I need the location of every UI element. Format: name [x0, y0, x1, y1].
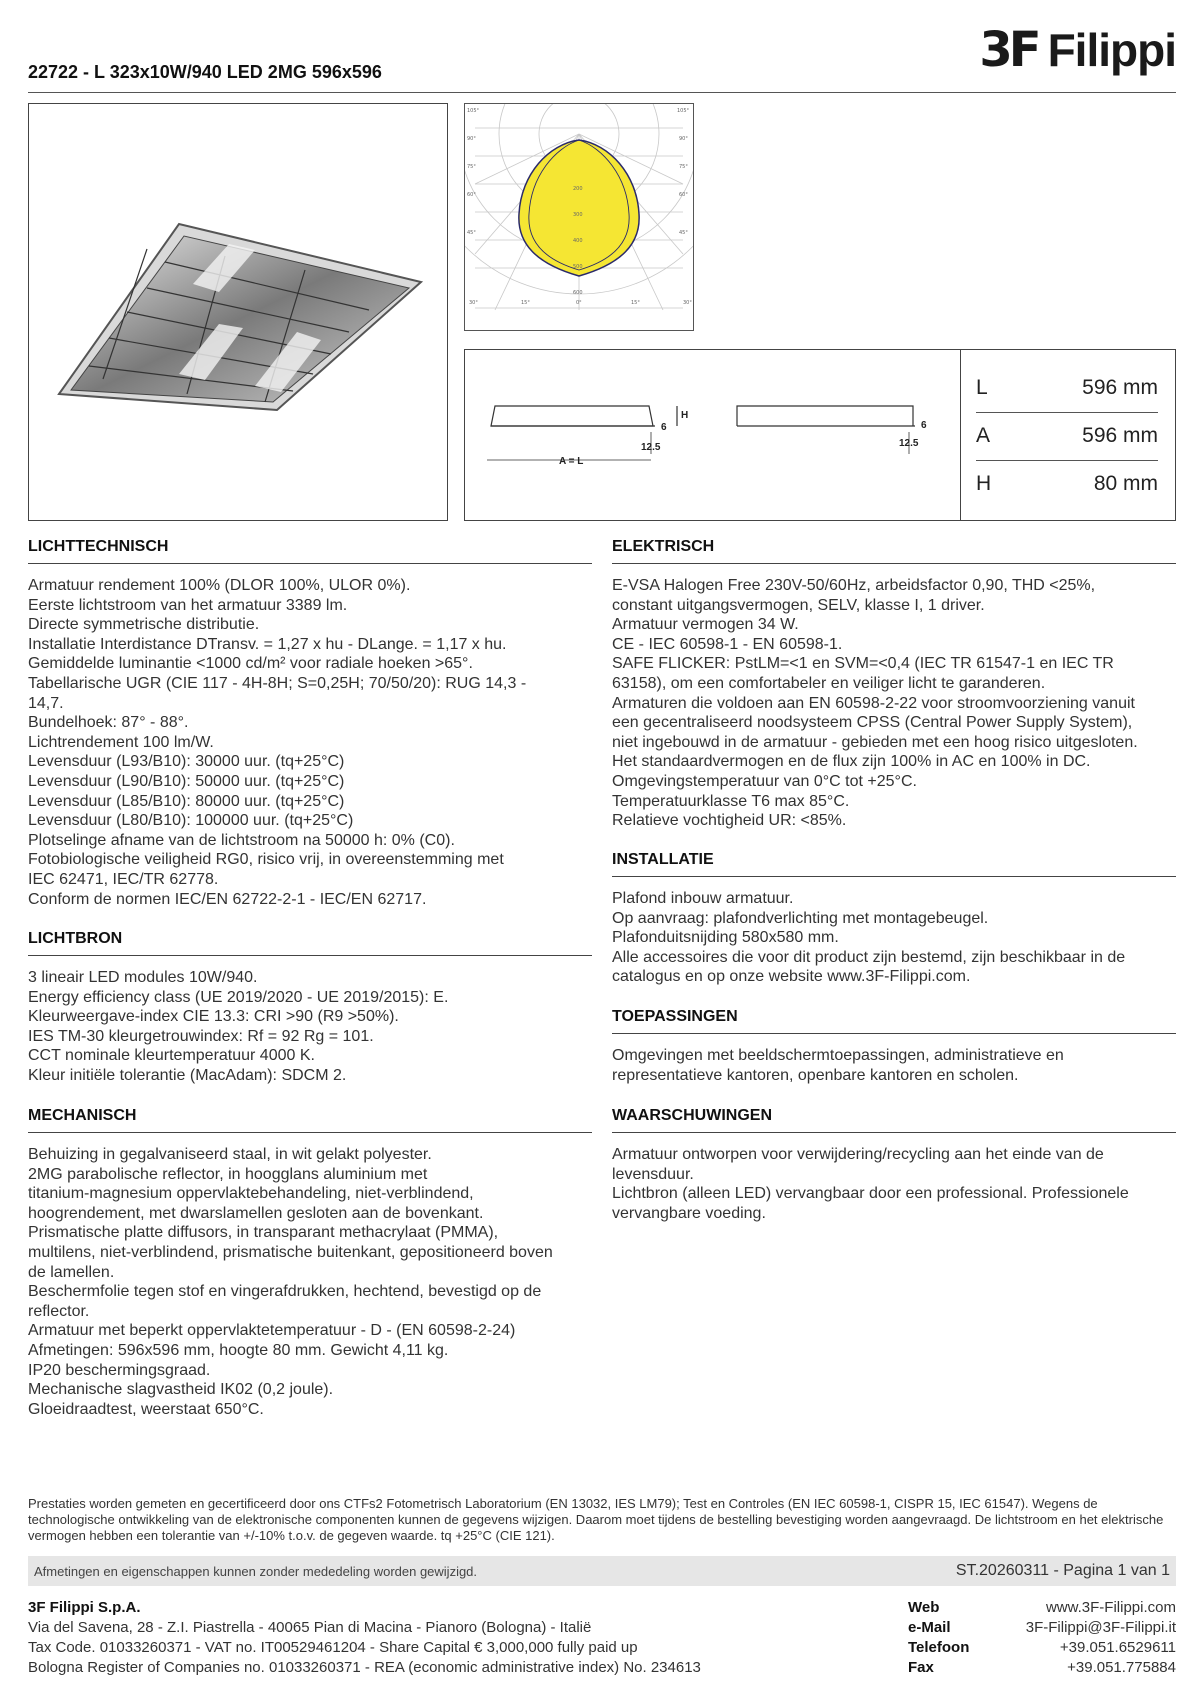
angle-label: 60°: [679, 192, 688, 198]
angle-label: 0°: [576, 300, 582, 306]
section-body-waarschuwingen: Armatuur ontworpen voor verwijdering/recycling aan het einde van de levensduur. Lichtbron (alleen LED) vervangbaar door een professional. Professionele vervangbare voeding.: [612, 1146, 1129, 1222]
contact-info: [908, 1598, 1176, 1678]
section-body-elektrisch: E-VSA Halogen Free 230V-50/60Hz, arbeidsfactor 0,90, THD <25%, constant uitgangsvermogen, SELV, klasse I, 1 driver. Armatuur vermogen 34 W. CE - IEC 60598-1 - EN 60598-1. SAFE FLICKER: PstLM=<1 en SVM=<0,4 (IEC TR 61547-1 en IEC TR 63158), om een comfortabeler en veiliger licht te garanderen. Armaturen die voldoen aan EN 60598-2-22 voor stroomvoorziening vanuit een gecentraliseerd noodsysteem CPSS (Central Power Supply System), niet ingebouwd in de armatuur - gebieden met een hoog risico uitgesloten. Het standaardvermogen en de flux zijn 100% in AC en 100% in DC. Omgevingstemperatuur van 0°C tot +25°C. Temperatuurklasse T6 max 85°C. Relatieve vochtigheid UR: <85%.: [612, 577, 1138, 830]
section-rule: [28, 1132, 592, 1133]
label-h: H: [681, 410, 689, 421]
page-reference: ST.20260311 - Pagina 1 van 1: [955, 1562, 1170, 1579]
section-title-toepassingen: TOEPASSINGEN: [612, 1008, 738, 1025]
section-title-lichttechnisch: LICHTTECHNISCH: [28, 538, 169, 555]
radial-value: 200: [573, 186, 583, 192]
company-tax: Tax Code. 01033260371 - VAT no. IT00529461204 - Share Capital € 3,000,000 fully paid up: [28, 1639, 638, 1656]
label-a-eq-l: A = L: [559, 456, 584, 467]
contact-row-phone: [908, 1638, 1176, 1658]
section-title-elektrisch: ELEKTRISCH: [612, 538, 715, 555]
beam-curve: [519, 140, 639, 276]
contact-phone: +39.051.6529611: [1059, 1639, 1176, 1656]
section-title-lichtbron: LICHTBRON: [28, 930, 123, 947]
footnote: Prestaties worden gemeten en gecertificeerd door ons CTFs2 Fotometrisch Laboratorium (EN 13032, IES LM79); Test en Controles (EN IEC 60598-1, CISPR 15, IEC 61547). Wegens de technologische ontwikkeling van de elektronische componenten kunnen de gegevens wijzigen. Daarom moet tijdens de bestelling bevestiging worden aangevraagd. De lichtstroom en het elektrische vermogen hebben een tolerantie van +/-10% t.o.v. de gegeven waarde. tq +25°C (CIE 121).: [28, 1496, 1164, 1543]
contact-email-link[interactable]: 3F-Filippi@3F-Filippi.it: [1025, 1619, 1176, 1636]
section-rule: [612, 563, 1176, 564]
angle-label: 45°: [679, 230, 688, 236]
angle-label: 90°: [467, 136, 476, 142]
section-title-mechanisch: MECHANISCH: [28, 1107, 137, 1124]
section-rule: [28, 563, 592, 564]
section-title-installatie: INSTALLATIE: [612, 851, 714, 868]
company-name: 3F Filippi S.p.A.: [28, 1599, 141, 1616]
angle-label: 30°: [683, 300, 692, 306]
company-register: Bologna Register of Companies no. 01033260371 - REA (economic administrative index) No. 234613: [28, 1659, 701, 1676]
contact-web-link[interactable]: www.3F-Filippi.com: [1045, 1599, 1176, 1616]
dimension-value: 596 mm: [1082, 376, 1158, 399]
dimension-key: L: [976, 376, 988, 399]
dimension-value: 596 mm: [1082, 424, 1158, 447]
section-body-toepassingen: Omgevingen met beeldschermtoepassingen, administratieve en representatieve kantoren, openbare kantoren en scholen.: [612, 1047, 1064, 1084]
brand-logo: [979, 22, 1176, 78]
radial-value: 300: [573, 212, 583, 218]
label-6: 6: [921, 420, 927, 431]
label-12-5: 12.5: [641, 442, 661, 453]
section-rule: [612, 1132, 1176, 1133]
disclaimer-bar: [28, 1556, 1176, 1586]
angle-label: 90°: [679, 136, 688, 142]
brand-name: Filippi: [1047, 24, 1176, 76]
angle-label: 75°: [679, 164, 688, 170]
contact-row-fax: [908, 1658, 1176, 1678]
section-rule: [612, 876, 1176, 877]
contact-key: e-Mail: [908, 1619, 951, 1636]
product-title: 22722 - L 323x10W/940 LED 2MG 596x596: [28, 62, 382, 82]
company-info: [28, 1598, 701, 1678]
photometric-polar-diagram: [464, 103, 694, 331]
angle-label: 45°: [467, 230, 476, 236]
brand-mark: 3F: [979, 22, 1038, 78]
section-rule: [612, 1033, 1176, 1034]
label-6: 6: [661, 422, 667, 433]
label-12-5: 12.5: [899, 438, 919, 449]
section-title-waarschuwingen: WAARSCHUWINGEN: [612, 1107, 772, 1124]
contact-key: Fax: [908, 1659, 934, 1676]
section-body-mechanisch: Behuizing in gegalvaniseerd staal, in wit gelakt polyester. 2MG parabolische reflector, in hoogglans aluminium met titanium-magnesium oppervlaktebehandeling, niet-verblindend, hoogrendement, met dwarslamellen gesloten aan de bovenkant. Prismatische platte diffusors, in transparant methacrylaat (PMMA), multilens, niet-verblindend, prismatische buitenkant, gepositioneerd boven de lamellen. Beschermfolie tegen stof en vingerafdrukken, hechtend, bevestigd op de reflector. Armatuur met beperkt oppervlaktetemperatuur - D - (EN 60598-2-24) Afmetingen: 596x596 mm, hoogte 80 mm. Gewicht 4,11 kg. IP20 beschermingsgraad. Mechanische slagvastheid IK02 (0,2 joule). Gloeidraadtest, weerstaat 650°C.: [28, 1146, 553, 1418]
dimension-rule: [976, 412, 1158, 413]
contact-key: Web: [908, 1599, 940, 1616]
technical-drawing: [465, 350, 961, 520]
disclaimer-text: Afmetingen en eigenschappen kunnen zonder mededeling worden gewijzigd.: [34, 1563, 478, 1579]
contact-row-email: [908, 1618, 1176, 1638]
dimension-divider: [960, 349, 961, 521]
contact-key: Telefoon: [908, 1639, 970, 1656]
section-body-installatie: Plafond inbouw armatuur. Op aanvraag: plafondverlichting met montagebeugel. Plafonduitsnijding 580x580 mm. Alle accessoires die voor dit product zijn bestemd, zijn beschikbaar in de catalogus en op onze website www.3F-Filippi.com.: [612, 890, 1126, 986]
section-body-lichtbron: 3 lineair LED modules 10W/940. Energy efficiency class (UE 2019/2020 - UE 2019/2015): E. Kleurweergave-index CIE 13.3: CRI >90 (R9 >50%). IES TM-30 kleurgetrouwindex: Rf = 92 Rg = 101. CCT nominale kleurtemperatuur 4000 K. Kleur initiële tolerantie (MacAdam): SDCM 2.: [28, 969, 449, 1084]
dimension-key: H: [976, 472, 992, 495]
dimension-value: 80 mm: [1093, 472, 1158, 495]
contact-fax: +39.051.775884: [1067, 1659, 1176, 1676]
contact-row-web: [908, 1598, 1176, 1618]
dimension-row-a: [976, 414, 1158, 458]
product-photo: [28, 103, 448, 521]
radial-value: 400: [573, 238, 583, 244]
angle-label: 60°: [467, 192, 476, 198]
angle-label: 30°: [469, 300, 478, 306]
dimension-row-h: [976, 462, 1158, 506]
angle-label: 15°: [631, 300, 640, 306]
radial-value: 600: [573, 290, 583, 296]
angle-label: 15°: [521, 300, 530, 306]
dimension-row-l: [976, 366, 1158, 410]
angle-label: 105°: [467, 108, 480, 114]
dimension-key: A: [976, 424, 991, 447]
angle-label: 105°: [677, 108, 690, 114]
header-divider: [28, 92, 1176, 93]
angle-label: 75°: [467, 164, 476, 170]
company-address: Via del Savena, 28 - Z.I. Piastrella - 40065 Pian di Macina - Pianoro (Bologna) - Italië: [28, 1619, 592, 1636]
luminaire-illustration: [29, 104, 447, 520]
dimension-rule: [976, 460, 1158, 461]
section-body-lichttechnisch: Armatuur rendement 100% (DLOR 100%, ULOR 0%). Eerste lichtstroom van het armatuur 3389 lm. Directe symmetrische distributie. Installatie Interdistance DTransv. = 1,27 x hu - DLange. = 1,17 x hu. Gemiddelde luminantie <1000 cd/m² voor radiale hoeken >65°. Tabellarische UGR (CIE 117 - 4H-8H; S=0,25H; 70/50/20): RUG 14,3 - 14,7. Bundelhoek: 87° - 88°. Lichtrendement 100 lm/W. Levensduur (L93/B10): 30000 uur. (tq+25°C) Levensduur (L90/B10): 50000 uur. (tq+25°C) Levensduur (L85/B10): 80000 uur. (tq+25°C) Levensduur (L80/B10): 100000 uur. (tq+25°C) Plotselinge afname van de lichtstroom na 50000 h: 0% (C0). Fotobiologische veiligheid RG0, risico vrij, in overeenstemming met IEC 62471, IEC/TR 62778. Conform de normen IEC/EN 62722-2-1 - IEC/EN 62717.: [28, 577, 527, 908]
section-rule: [28, 955, 592, 956]
radial-value: 500: [573, 264, 583, 270]
